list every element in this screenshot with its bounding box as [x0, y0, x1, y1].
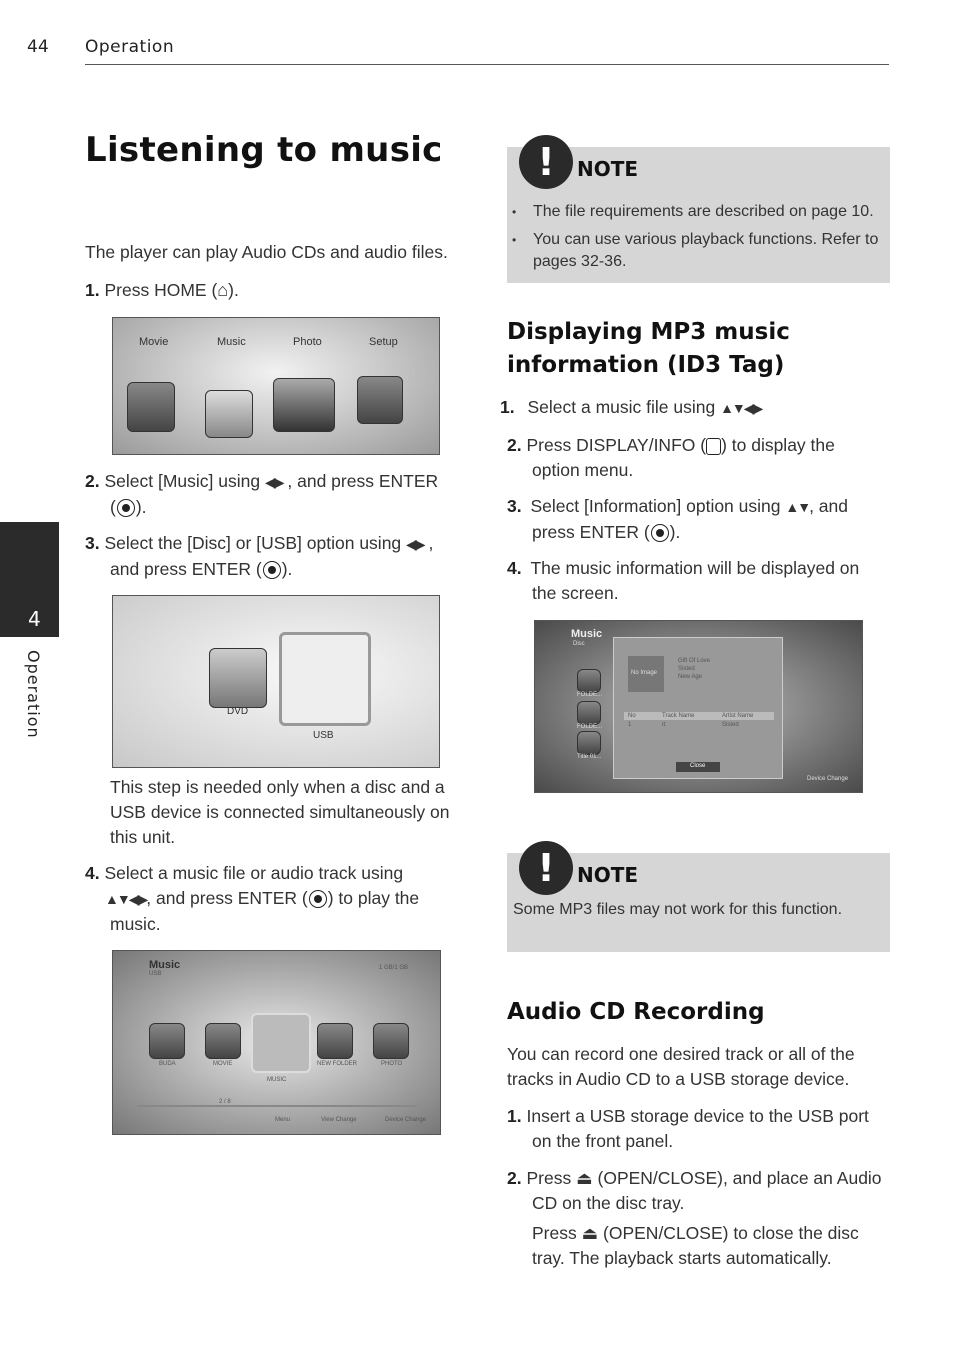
intro-text: The player can play Audio CDs and audio files.: [85, 242, 448, 262]
footer-view-change: View Change: [321, 1117, 357, 1123]
note-text: Some MP3 files may not work for this function.: [513, 901, 843, 918]
folder-icon: [577, 669, 601, 693]
source-select-screenshot: [112, 595, 440, 768]
folder-name: MUSIC: [267, 1077, 287, 1083]
row-artist: Sisted: [722, 722, 739, 728]
display-info-icon: [706, 438, 721, 455]
music-note-icon: [577, 731, 601, 755]
footer-menu: Menu: [275, 1117, 291, 1123]
enter-icon: [651, 524, 669, 542]
menu-music-label: Music: [217, 336, 246, 348]
photo-flower-icon: [273, 378, 335, 432]
folder-name: BUDA: [159, 1061, 176, 1067]
folder-name: FOLDE...: [577, 692, 603, 698]
page-title: Listening to music: [85, 130, 443, 170]
id3-step-2: 2. Press DISPLAY/INFO ( ) to display the option menu.: [507, 435, 835, 480]
info-panel: [613, 637, 783, 779]
progress-track: [137, 1105, 417, 1107]
step-4: 4. Select a music file or audio track using ▲▼◀▶, and press ENTER ( ) to play the music.: [85, 863, 420, 934]
note-box-2: [507, 846, 890, 952]
folder-icon: [577, 701, 601, 725]
id3-step-1: 1. Select a music file using ▲▼◀▶: [500, 395, 761, 421]
note-title: NOTE: [577, 157, 639, 181]
footer-device-change: Device Change: [385, 1117, 427, 1123]
four-way-arrows-icon: ▲▼◀▶: [720, 399, 762, 416]
eject-icon: ⏏: [576, 1168, 593, 1188]
row-no: 1: [628, 722, 632, 728]
meta-genre: New Age: [678, 674, 703, 680]
cd-step-2: 2. Press ⏏ (OPEN/CLOSE), and place an Audio CD on the disc tray. Press ⏏ (OPEN/CLOSE) to close the disc tray. The playback starts automatically.: [507, 1168, 882, 1268]
chapter-label: Operation: [24, 650, 43, 739]
page-number: 44: [27, 37, 49, 57]
folder-icon: [205, 1023, 241, 1059]
up-down-arrows-icon: ▲▼: [785, 498, 810, 515]
chapter-number: 4: [28, 607, 41, 631]
folder-name: PHOTO: [381, 1061, 403, 1067]
music-info-screenshot: [534, 620, 863, 793]
no-image-label: No Image: [631, 670, 658, 676]
cd-step-1: 1. Insert a USB storage device to the USB port on the front panel.: [507, 1106, 869, 1151]
step-3: 3. Select the [Disc] or [USB] option using ◀▶ , and press ENTER ( ).: [85, 533, 434, 579]
four-way-arrows-icon: ▲▼◀▶: [105, 890, 147, 907]
row-track: rt: [662, 722, 666, 728]
folder-name: FOLDE...: [577, 724, 603, 730]
music-note-icon: [205, 390, 253, 438]
folder-name: MOVIE: [213, 1061, 233, 1067]
music-browser-screenshot: [112, 950, 441, 1135]
meta-album: Gift Of Love: [678, 658, 711, 664]
step-1: 1. Press HOME (⌂).: [85, 280, 239, 300]
folder-name: NEW FOLDER: [317, 1061, 358, 1067]
cd-intro: You can record one desired track or all of the tracks in Audio CD to a USB storage device.: [507, 1044, 855, 1089]
home-icon: ⌂: [217, 280, 229, 300]
file-name: Title 01...: [577, 754, 602, 760]
note-item: • You can use various playback functions. Refer to pages 32-36.: [507, 229, 882, 273]
folder-icon: [317, 1023, 353, 1059]
usb-label: USB: [313, 730, 334, 741]
id3-heading: Displaying MP3 music information (ID3 Tag): [507, 319, 790, 378]
usb-plug-icon: [279, 632, 371, 726]
close-button: Close: [676, 762, 720, 772]
exclamation-icon: !: [519, 841, 573, 895]
info-source: Disc: [573, 641, 585, 647]
chapter-tab: [0, 522, 59, 637]
id3-step-4: 4. The music information will be displayed on the screen.: [507, 558, 860, 603]
info-title: Music: [571, 628, 603, 640]
browser-title: Music: [149, 959, 181, 971]
meta-artist: Sisted: [678, 666, 695, 672]
exclamation-icon: !: [519, 135, 573, 189]
step-3-note: This step is needed only when a disc and a USB device is connected simultaneously on this unit.: [110, 777, 450, 847]
note-item: • The file requirements are described on page 10.: [507, 201, 882, 223]
header-rule: [85, 64, 889, 65]
left-right-arrows-icon: ◀▶: [264, 473, 283, 490]
folder-icon: [149, 1023, 185, 1059]
step-2: 2. Select [Music] using ◀▶ , and press ENTER ( ).: [85, 471, 439, 517]
folder-icon: [251, 1013, 311, 1073]
home-menu-screenshot: [112, 317, 440, 455]
menu-setup-label: Setup: [369, 336, 398, 348]
movie-reel-icon: [127, 382, 175, 432]
disc-icon: [209, 648, 267, 708]
note-box-1: [507, 140, 890, 283]
col-track-name: Track Name: [662, 713, 695, 719]
col-no: No: [628, 713, 636, 719]
eject-icon: ⏏: [581, 1223, 599, 1243]
setup-gear-icon: [357, 376, 403, 424]
dvd-label: DVD: [227, 706, 249, 717]
left-right-arrows-icon: ◀▶: [406, 535, 424, 552]
section-title: Operation: [85, 37, 175, 57]
enter-icon: [309, 890, 327, 908]
menu-photo-label: Photo: [293, 336, 322, 348]
folder-icon: [373, 1023, 409, 1059]
id3-step-3: 3. Select [Information] option using ▲▼, and press ENTER ( ).: [507, 496, 849, 542]
browser-source: USB: [149, 971, 162, 977]
page-indicator: 2 / 8: [219, 1099, 231, 1105]
device-change-label: Device Change: [807, 776, 849, 782]
enter-icon: [263, 561, 281, 579]
note-list: [507, 201, 882, 279]
col-artist-name: Artist Name: [722, 713, 754, 719]
enter-icon: [117, 499, 135, 517]
note-title: NOTE: [577, 863, 639, 887]
cd-heading: Audio CD Recording: [507, 999, 765, 1025]
browser-capacity: 1 GB/1 GB: [379, 965, 409, 971]
menu-movie-label: Movie: [139, 336, 169, 348]
